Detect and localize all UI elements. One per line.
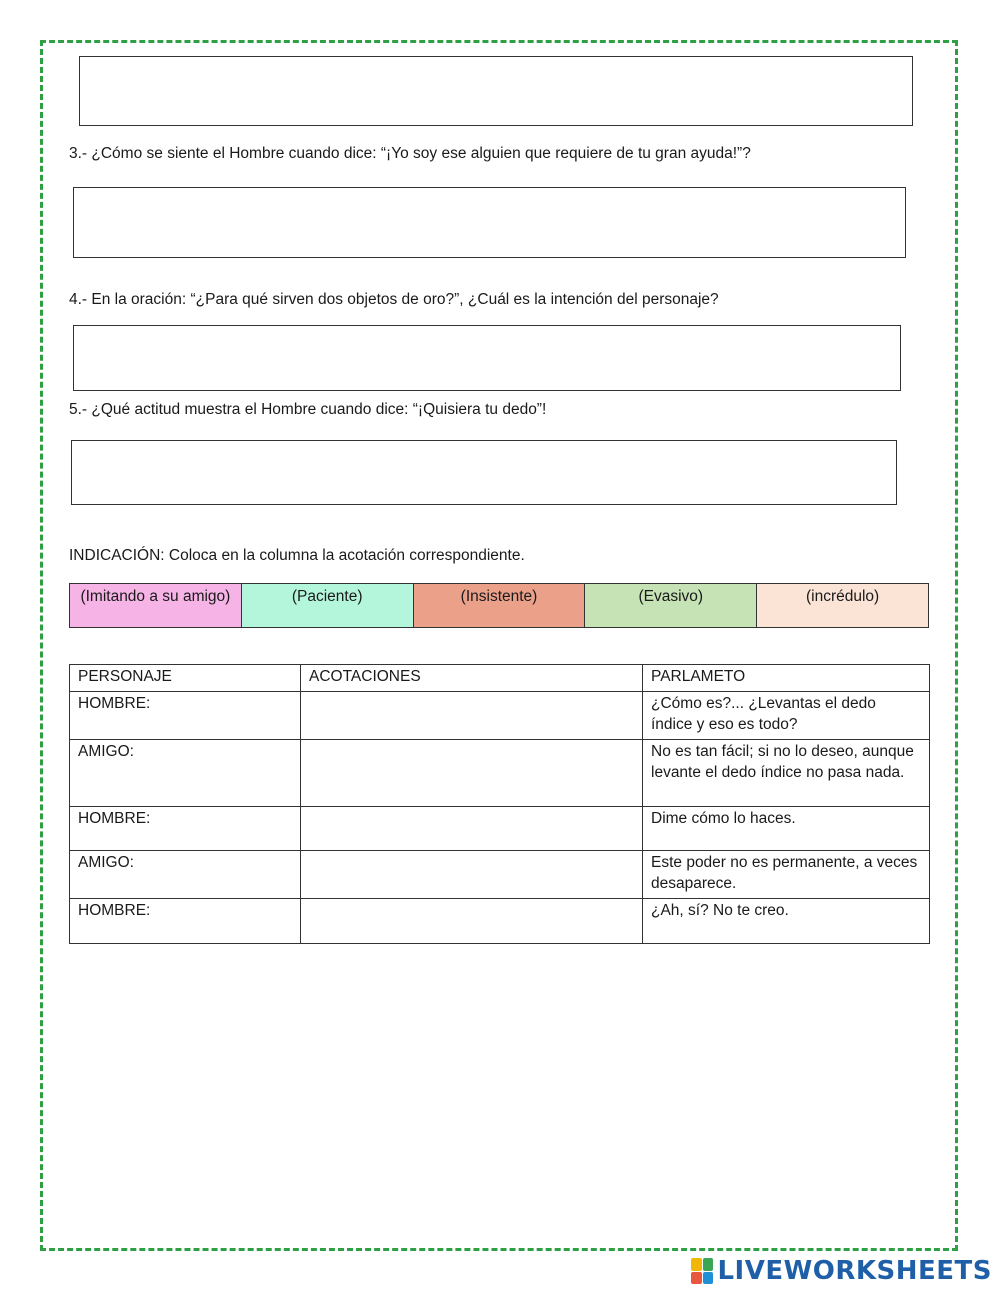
option-paciente[interactable]: (Paciente) <box>242 584 414 627</box>
line-cell: No es tan fácil; si no lo deseo, aunque levante el dedo índice no pasa nada. <box>643 739 930 806</box>
acotacion-drop-slot[interactable] <box>301 691 643 739</box>
answer-box-q5[interactable] <box>71 440 897 505</box>
question-4: 4.- En la oración: “¿Para qué sirven dos objetos de oro?”, ¿Cuál es la intención del personaje? <box>69 291 719 308</box>
answer-box-q3[interactable] <box>73 187 906 258</box>
table-row <box>70 850 930 898</box>
character-cell: HOMBRE: <box>70 806 301 850</box>
table-row <box>70 806 930 850</box>
dialog-table <box>69 664 930 944</box>
stage-direction-options <box>69 583 929 628</box>
instruction-text: INDICACIÓN: Coloca en la columna la acotación correspondiente. <box>69 547 525 564</box>
acotacion-drop-slot[interactable] <box>301 850 643 898</box>
table-row <box>70 739 930 806</box>
character-cell: HOMBRE: <box>70 691 301 739</box>
option-evasivo[interactable]: (Evasivo) <box>585 584 757 627</box>
option-insistente[interactable]: (Insistente) <box>414 584 586 627</box>
logo-badge-icon <box>691 1258 713 1284</box>
header-parlamento: PARLAMETO <box>643 665 930 692</box>
answer-box-q4[interactable] <box>73 325 901 391</box>
table-header-row <box>70 665 930 692</box>
answer-box-q2[interactable] <box>79 56 913 126</box>
acotacion-drop-slot[interactable] <box>301 806 643 850</box>
acotacion-drop-slot[interactable] <box>301 739 643 806</box>
table-row <box>70 691 930 739</box>
option-incredulo[interactable]: (incrédulo) <box>757 584 928 627</box>
character-cell: HOMBRE: <box>70 898 301 943</box>
question-5: 5.- ¿Qué actitud muestra el Hombre cuando dice: “¡Quisiera tu dedo”! <box>69 401 547 418</box>
header-acotaciones: ACOTACIONES <box>301 665 643 692</box>
option-imitando[interactable]: (Imitando a su amigo) <box>70 584 242 627</box>
logo-text: LIVEWORKSHEETS <box>717 1256 992 1286</box>
question-3: 3.- ¿Cómo se siente el Hombre cuando dice: “¡Yo soy ese alguien que requiere de tu gran ayuda!”? <box>69 145 751 162</box>
line-cell: Dime cómo lo haces. <box>643 806 930 850</box>
line-cell: ¿Cómo es?... ¿Levantas el dedo índice y eso es todo? <box>643 691 930 739</box>
header-personaje: PERSONAJE <box>70 665 301 692</box>
acotacion-drop-slot[interactable] <box>301 898 643 943</box>
line-cell: ¿Ah, sí? No te creo. <box>643 898 930 943</box>
character-cell: AMIGO: <box>70 739 301 806</box>
character-cell: AMIGO: <box>70 850 301 898</box>
line-cell: Este poder no es permanente, a veces desaparece. <box>643 850 930 898</box>
table-row <box>70 898 930 943</box>
liveworksheets-logo <box>691 1256 992 1286</box>
